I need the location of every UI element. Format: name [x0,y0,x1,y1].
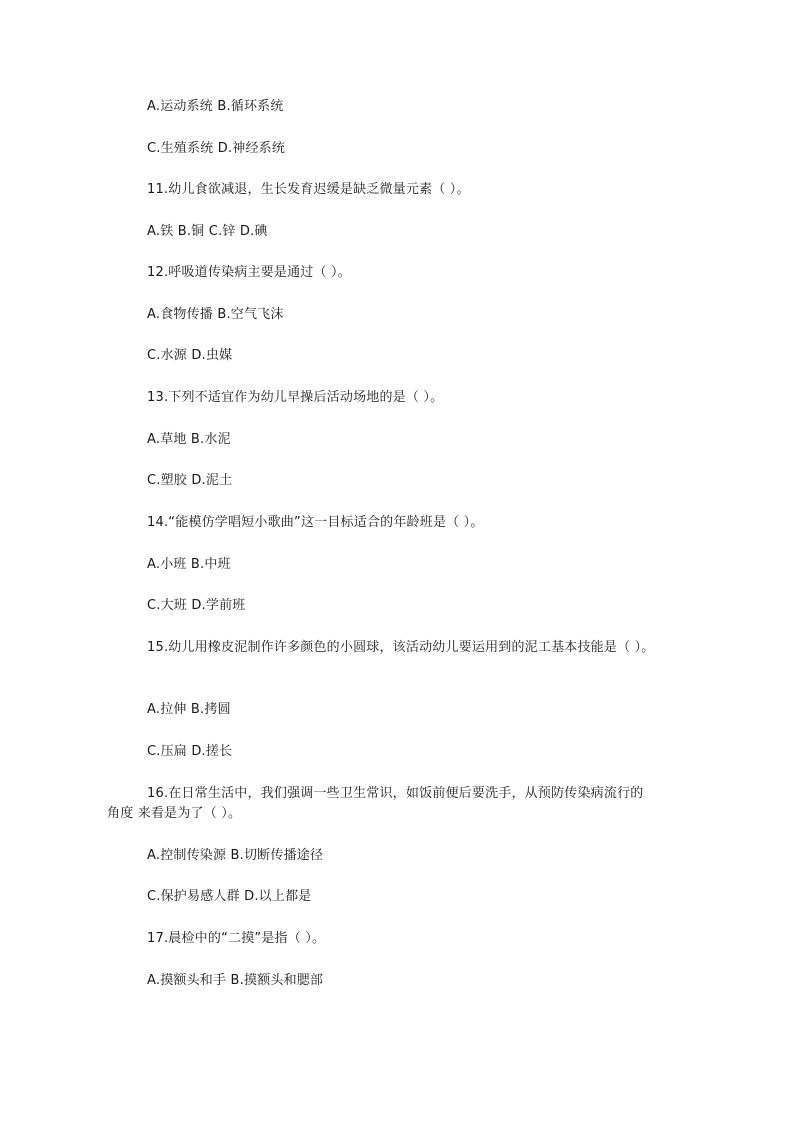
q16-options-cd: C.保护易感人群 D.以上都是 [147,889,312,904]
q13-options-ab: A.草地 B.水泥 [147,432,231,447]
q15-options-cd: C.压扁 D.搓长 [147,744,233,759]
q10-options-cd: C.生殖系统 D.神经系统 [147,141,286,156]
question-15: 15.幼儿用橡皮泥制作许多颜色的小圆球，该活动幼儿要运用到的泥工基本技能是（ ）。 [147,640,655,655]
q12-options-cd: C.水源 D.虫媒 [147,348,233,363]
question-13: 13.下列不适宜作为幼儿早操后活动场地的是（ ）。 [147,390,444,405]
q15-options-ab: A.拉伸 B.拷圆 [147,702,231,717]
q11-options: A.铁 B.铜 C.锌 D.碘 [147,224,268,239]
question-16-line-1: 16.在日常生活中，我们强调一些卫生常识，如饭前便后要洗手，从预防传染病流行的 [147,786,644,801]
question-16-line-2: 角度 来看是为了（ ）。 [107,806,242,821]
q12-options-ab: A.食物传播 B.空气飞沫 [147,307,284,322]
q10-options-ab: A.运动系统 B.循环系统 [147,99,284,114]
q13-options-cd: C.塑胶 D.泥土 [147,473,233,488]
q16-options-ab: A.控制传染源 B.切断传播途径 [147,848,324,863]
question-14: 14.“能模仿学唱短小歌曲”这一目标适合的年龄班是（ ）。 [147,515,484,530]
q14-options-ab: A.小班 B.中班 [147,557,231,572]
question-12: 12.呼吸道传染病主要是通过（ ）。 [147,265,351,280]
q17-options-ab: A.摸额头和手 B.摸额头和腮部 [147,973,324,988]
question-17: 17.晨检中的“二摸”是指（ ）。 [147,931,326,946]
q14-options-cd: C.大班 D.学前班 [147,598,246,613]
question-11: 11.幼儿食欲减退，生长发育迟缓是缺乏微量元素（ ）。 [147,182,470,197]
